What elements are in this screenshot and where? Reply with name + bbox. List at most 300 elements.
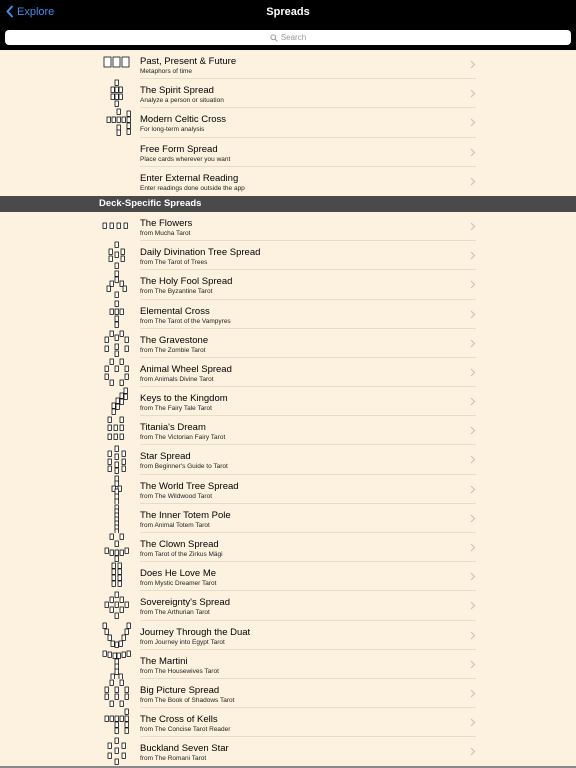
card-slot — [115, 592, 118, 597]
card-slot — [119, 87, 122, 92]
card-slot — [110, 281, 113, 286]
card-slot — [103, 223, 106, 228]
world-tree-icon — [100, 475, 134, 504]
card-slot — [115, 716, 118, 721]
flowers-spread-icon — [100, 212, 134, 241]
card-slot — [118, 569, 121, 574]
general-spreads-group — [0, 50, 576, 196]
card-slot — [124, 394, 127, 399]
spread-row[interactable] — [0, 300, 576, 329]
totem-pole-icon — [100, 504, 134, 533]
card-slot — [115, 252, 118, 257]
spread-title: Past, Present & Future — [140, 56, 237, 67]
card-slot — [125, 709, 128, 714]
card-slot — [127, 117, 130, 122]
card-slot — [103, 651, 106, 656]
card-slot — [125, 687, 128, 692]
chevron-right-icon — [470, 118, 476, 127]
deck-spreads-group — [0, 212, 576, 767]
card-slot — [115, 277, 118, 282]
card-slot — [109, 256, 112, 261]
card-slot — [115, 738, 118, 743]
card-slot — [122, 459, 125, 464]
card-slot — [115, 468, 118, 473]
card-slot — [104, 57, 111, 67]
card-slot — [115, 659, 118, 664]
spread-subtitle: from Animal Totem Tarot — [140, 521, 210, 529]
spread-subtitle: from The Zombie Tarot — [140, 346, 206, 354]
card-slot — [120, 399, 123, 404]
spread-thumbnail — [100, 621, 134, 650]
search-placeholder: Search — [280, 33, 307, 42]
card-slot — [112, 403, 115, 408]
card-slot — [120, 434, 123, 439]
spread-subtitle: from Journey into Egypt Tarot — [140, 638, 225, 646]
card-slot — [115, 292, 118, 297]
card-slot — [108, 451, 111, 456]
spread-row[interactable] — [0, 241, 576, 270]
spread-row[interactable] — [0, 167, 576, 196]
search-input[interactable] — [5, 30, 571, 45]
card-slot — [120, 281, 123, 286]
card-slot — [123, 286, 126, 291]
spread-row[interactable] — [0, 737, 576, 766]
card-slot — [122, 451, 125, 456]
card-slot — [114, 434, 117, 439]
card-slot — [122, 57, 129, 67]
card-slot — [112, 569, 115, 574]
chevron-right-icon — [470, 543, 476, 552]
card-slot — [108, 743, 111, 748]
spread-row[interactable] — [0, 212, 576, 241]
card-slot — [119, 641, 122, 646]
card-slot — [115, 602, 118, 607]
card-slot — [113, 653, 116, 658]
card-slot — [116, 398, 119, 403]
card-slot — [110, 331, 113, 336]
spread-subtitle: from The Tarot of the Vampyres — [140, 317, 231, 325]
spread-row[interactable] — [0, 445, 576, 474]
card-slot — [115, 664, 118, 669]
card-slot — [111, 87, 114, 92]
chevron-right-icon — [470, 572, 476, 581]
card-slot — [115, 101, 118, 106]
gravestone-icon — [100, 329, 134, 358]
card-slot — [105, 694, 108, 699]
spread-thumbnail — [100, 270, 134, 299]
chevron-right-icon — [470, 718, 476, 727]
card-slot — [115, 642, 118, 647]
card-slot — [108, 753, 111, 758]
card-slot — [122, 652, 125, 657]
spread-title: Daily Divination Tree Spread — [140, 247, 261, 259]
card-slot — [116, 404, 119, 409]
sovereignty-icon — [100, 591, 134, 620]
spread-title: Enter External Reading — [140, 172, 239, 184]
spread-title: The Gravestone — [140, 334, 209, 346]
card-slot — [120, 359, 123, 364]
spread-title: Animal Wheel Spread — [140, 363, 232, 375]
elemental-cross-icon — [100, 300, 134, 329]
card-slot — [118, 581, 121, 586]
animal-wheel-icon — [100, 358, 134, 387]
card-slot — [115, 462, 118, 467]
card-slot — [115, 541, 118, 546]
spread-row[interactable] — [0, 138, 576, 167]
card-slot — [115, 454, 118, 459]
card-slot — [112, 575, 115, 580]
card-slot — [115, 80, 118, 85]
spread-row[interactable] — [0, 416, 576, 445]
card-slot — [107, 286, 110, 291]
spread-subtitle: from The Fairy Tale Tarot — [140, 405, 212, 413]
chevron-right-icon — [470, 177, 476, 186]
spread-thumbnail — [100, 650, 134, 679]
card-slot — [122, 753, 125, 758]
spread-thumbnail — [100, 300, 134, 329]
spread-title: Buckland Seven Star — [140, 743, 229, 755]
spread-title: The Holy Fool Spread — [140, 276, 233, 288]
card-slot — [112, 563, 115, 568]
card-slot — [117, 117, 120, 122]
spread-subtitle: from Mucha Tarot — [140, 229, 191, 237]
spread-thumbnail — [100, 562, 134, 591]
spread-row[interactable] — [0, 329, 576, 358]
card-slot — [117, 109, 120, 114]
duat-icon — [100, 621, 134, 650]
spread-thumbnail — [100, 708, 134, 737]
spread-thumbnail — [100, 50, 134, 79]
card-slot — [110, 716, 113, 721]
spread-thumbnail — [100, 138, 134, 167]
titania-icon — [100, 416, 134, 445]
card-slot — [117, 130, 120, 135]
spread-title: The World Tree Spread — [140, 480, 239, 492]
spread-subtitle: Analyze a person or situation — [140, 97, 224, 105]
martini-icon — [100, 650, 134, 679]
card-slot — [120, 331, 123, 336]
card-slot — [117, 125, 120, 130]
clown-spread-icon — [100, 533, 134, 562]
big-picture-icon — [100, 679, 134, 708]
card-slot — [120, 393, 123, 398]
card-slot — [115, 351, 118, 356]
chevron-right-icon — [470, 251, 476, 260]
chevron-right-icon — [470, 455, 476, 464]
card-slot — [121, 249, 124, 254]
spread-title: Keys to the Kingdom — [140, 393, 228, 405]
card-slot — [109, 249, 112, 254]
card-slot — [108, 466, 111, 471]
card-slot — [115, 322, 118, 327]
chevron-right-icon — [470, 485, 476, 494]
spread-thumbnail — [100, 79, 134, 108]
card-slot — [105, 366, 108, 371]
card-slot — [115, 550, 118, 555]
card-slot — [103, 623, 106, 628]
spread-subtitle: from Tarot of the Zirkus Mägi — [140, 551, 223, 558]
card-slot — [122, 466, 125, 471]
card-slot — [115, 489, 118, 494]
card-slot — [125, 728, 128, 733]
spread-subtitle: from The Victorian Fairy Tarot — [140, 434, 226, 442]
seven-star-icon — [100, 737, 134, 766]
chevron-right-icon — [470, 222, 476, 231]
chevron-right-icon — [470, 601, 476, 610]
card-slot — [118, 563, 121, 568]
spread-row[interactable] — [0, 108, 576, 137]
spread-title: Journey Through the Duat — [140, 626, 251, 638]
spread-row[interactable] — [0, 533, 576, 562]
card-slot — [112, 409, 115, 414]
card-slot — [120, 417, 123, 422]
card-slot — [120, 425, 123, 430]
holy-fool-icon — [100, 270, 134, 299]
card-slot — [119, 94, 122, 99]
spread-title: Star Spread — [140, 451, 191, 463]
card-slot — [120, 680, 123, 685]
search-icon — [270, 34, 278, 42]
card-slot — [120, 309, 123, 314]
chevron-right-icon — [470, 426, 476, 435]
card-slot — [115, 271, 118, 276]
card-slot — [115, 759, 118, 764]
spread-thumbnail — [100, 416, 134, 445]
card-slot — [127, 123, 130, 128]
chevron-right-icon — [470, 689, 476, 698]
card-slot — [110, 359, 113, 364]
card-slot — [112, 117, 115, 122]
card-slot — [125, 602, 128, 607]
card-slot — [115, 87, 118, 92]
card-slot — [122, 117, 125, 122]
card-slot — [105, 687, 108, 692]
spread-thumbnail — [100, 504, 134, 533]
card-slot — [120, 607, 123, 612]
card-slot — [125, 629, 128, 634]
spread-thumbnail — [100, 533, 134, 562]
page-title: Spreads — [266, 6, 310, 18]
card-slot — [115, 476, 118, 481]
card-slot — [105, 337, 108, 342]
card-slot — [115, 687, 118, 692]
card-slot — [115, 301, 118, 306]
card-slot — [110, 607, 113, 612]
card-slot — [115, 94, 118, 99]
chevron-right-icon — [470, 660, 476, 669]
chevron-right-icon — [470, 60, 476, 69]
card-slot — [120, 597, 123, 602]
spread-subtitle: from The Book of Shadows Tarot — [140, 696, 235, 704]
spread-thumbnail — [100, 329, 134, 358]
spread-title: The Cross of Kells — [140, 714, 218, 726]
spreads-list — [0, 50, 576, 767]
chevron-right-icon — [470, 514, 476, 523]
spread-subtitle: from The Wildwood Tarot — [140, 492, 213, 500]
card-slot — [120, 716, 123, 721]
chevron-right-icon — [470, 339, 476, 348]
card-slot — [127, 623, 130, 628]
card-slot — [110, 223, 113, 228]
spread-title: The Spirit Spread — [140, 85, 214, 97]
chevron-right-icon — [470, 148, 476, 157]
card-slot — [108, 652, 111, 657]
star-spread-icon — [100, 445, 134, 474]
card-slot — [105, 346, 108, 351]
card-slot — [125, 346, 128, 351]
spread-subtitle: from The Concise Tarot Reader — [140, 726, 231, 734]
card-slot — [115, 263, 118, 268]
spread-row[interactable] — [0, 591, 576, 620]
spread-title: Big Picture Spread — [140, 684, 220, 696]
card-slot — [125, 548, 128, 553]
card-slot — [114, 425, 117, 430]
card-slot — [108, 417, 111, 422]
card-slot — [115, 494, 118, 499]
spread-thumbnail — [100, 358, 134, 387]
card-slot — [115, 694, 118, 699]
spread-subtitle: from The Tarot of Trees — [140, 259, 208, 267]
love-me-icon — [100, 562, 134, 591]
navigation-bar — [0, 0, 576, 26]
tree-spread-icon — [100, 241, 134, 270]
spread-thumbnail — [100, 591, 134, 620]
card-slot — [105, 548, 108, 553]
card-slot — [110, 550, 113, 555]
card-slot — [115, 309, 118, 314]
card-slot — [108, 459, 111, 464]
card-slot — [115, 242, 118, 247]
spread-row[interactable] — [0, 650, 576, 679]
spread-row[interactable] — [0, 679, 576, 708]
card-slot — [105, 629, 108, 634]
card-slot — [121, 256, 124, 261]
spread-title: Sovereignty's Spread — [140, 597, 231, 609]
card-slot — [117, 223, 120, 228]
spread-row[interactable] — [0, 387, 576, 416]
chevron-right-icon — [470, 368, 476, 377]
card-slot — [125, 374, 128, 379]
card-slot — [122, 635, 125, 640]
card-slot — [112, 581, 115, 586]
spread-subtitle: from The Romani Tarot — [140, 755, 207, 763]
card-slot — [127, 129, 130, 134]
spread-row[interactable] — [0, 270, 576, 299]
back-button-label: Explore — [17, 5, 55, 18]
card-slot — [125, 716, 128, 721]
card-slot — [125, 722, 128, 727]
spread-title: The Inner Totem Pole — [140, 509, 231, 521]
spread-title: The Clown Spread — [140, 539, 219, 550]
card-slot — [117, 653, 120, 658]
spread-thumbnail — [100, 108, 134, 137]
card-slot — [122, 743, 125, 748]
card-slot — [110, 597, 113, 602]
spread-row[interactable] — [0, 358, 576, 387]
spread-row[interactable] — [0, 708, 576, 737]
spread-thumbnail — [100, 475, 134, 504]
card-slot — [115, 335, 118, 340]
card-slot — [107, 117, 110, 122]
card-slot — [125, 337, 128, 342]
card-slot — [115, 748, 118, 753]
card-slot — [124, 388, 127, 393]
card-slot — [110, 309, 113, 314]
card-slot — [115, 481, 118, 486]
card-slot — [110, 534, 113, 539]
card-slot — [115, 366, 118, 371]
card-slot — [120, 550, 123, 555]
card-slot — [113, 57, 120, 67]
card-slot — [115, 669, 118, 674]
spread-title: Does He Love Me — [140, 568, 217, 580]
spread-title: Modern Celtic Cross — [140, 114, 227, 126]
card-slot — [120, 701, 123, 706]
section-header-deck-specific: Deck-Specific Spreads — [0, 196, 576, 212]
spread-title: Free Form Spread — [140, 143, 218, 155]
spread-subtitle: from The Housewives Tarot — [140, 667, 219, 675]
spirit-spread-icon — [100, 79, 134, 108]
card-slot — [110, 701, 113, 706]
spread-thumbnail — [100, 167, 134, 196]
card-slot — [127, 651, 130, 656]
card-slot — [111, 94, 114, 99]
card-slot — [124, 223, 127, 228]
card-slot — [115, 316, 118, 321]
spread-subtitle: from Animals Divine Tarot — [140, 375, 214, 383]
spread-subtitle: Enter readings done outside the app — [140, 184, 245, 192]
spread-subtitle: Place cards wherever you want — [140, 155, 231, 163]
spread-thumbnail — [100, 387, 134, 416]
spread-row[interactable] — [0, 475, 576, 504]
three-card-icon — [100, 50, 134, 79]
spread-title: Elemental Cross — [140, 305, 210, 317]
spread-subtitle: For long-term analysis — [140, 126, 205, 134]
spread-row[interactable] — [0, 562, 576, 591]
spread-subtitle: from The Arthurian Tarot — [140, 609, 210, 617]
card-slot — [105, 602, 108, 607]
spread-thumbnail — [100, 679, 134, 708]
spread-row[interactable] — [0, 50, 576, 79]
chevron-right-icon — [470, 280, 476, 289]
chevron-right-icon — [470, 310, 476, 319]
spread-thumbnail — [100, 241, 134, 270]
spread-title: The Martini — [140, 655, 188, 667]
card-slot — [108, 635, 111, 640]
chevron-right-icon — [470, 397, 476, 406]
card-slot — [108, 434, 111, 439]
chevron-right-icon — [470, 631, 476, 640]
card-slot — [120, 380, 123, 385]
spread-subtitle: Metaphors of time — [140, 68, 193, 75]
spread-title: Titania's Dream — [140, 422, 206, 434]
card-slot — [115, 556, 118, 561]
spread-row[interactable] — [0, 621, 576, 650]
spread-row[interactable] — [0, 504, 576, 533]
spread-thumbnail — [100, 737, 134, 766]
card-slot — [115, 722, 118, 727]
celtic-cross-icon — [100, 108, 134, 137]
cross-kells-icon — [100, 708, 134, 737]
card-slot — [110, 380, 113, 385]
chevron-right-icon — [470, 747, 476, 756]
card-slot — [115, 728, 118, 733]
spread-row[interactable] — [0, 79, 576, 108]
card-slot — [125, 694, 128, 699]
keys-kingdom-icon — [100, 387, 134, 416]
spread-thumbnail — [100, 212, 134, 241]
card-slot — [111, 641, 114, 646]
